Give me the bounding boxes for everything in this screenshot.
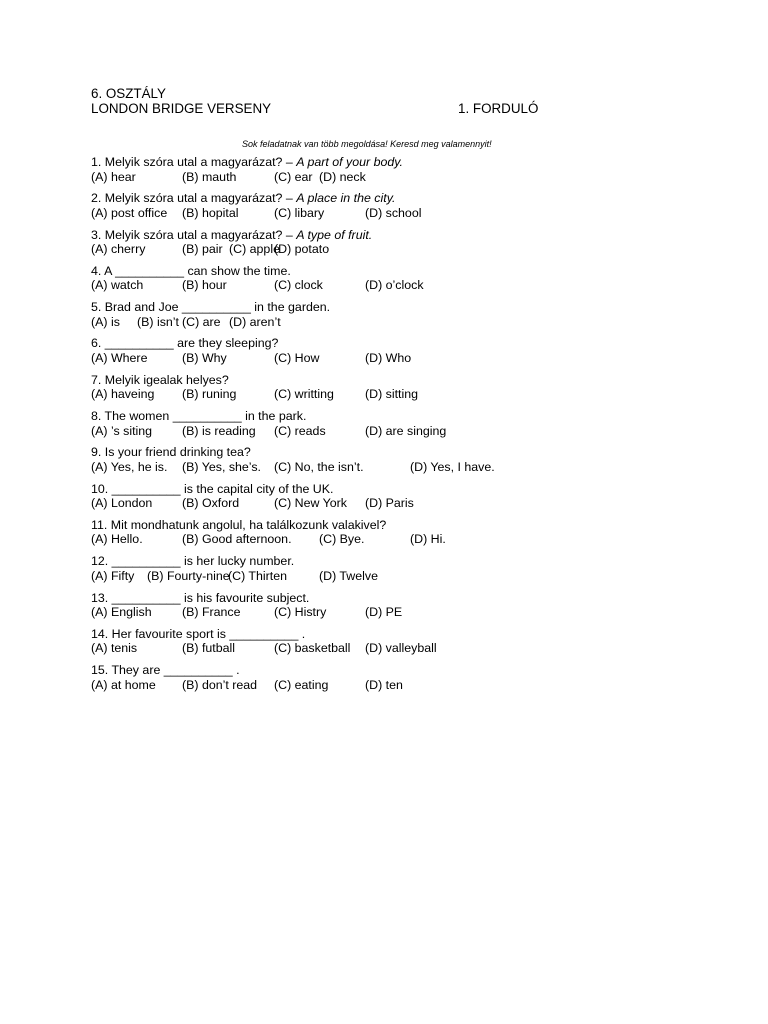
answer-option: (B) isn’t <box>137 314 179 329</box>
answer-option: (C) How <box>274 350 320 365</box>
answer-option: (A) cherry <box>91 242 146 257</box>
answer-option: (A) London <box>91 496 153 511</box>
answer-option: (C) clock <box>274 278 323 293</box>
competition-title: LONDON BRIDGE VERSENY <box>91 101 272 116</box>
question-text <box>91 228 372 243</box>
answer-option: (B) Good afternoon. <box>182 532 292 547</box>
answer-option: (A) at home <box>91 677 156 692</box>
answer-options <box>91 242 731 257</box>
question-text <box>91 191 395 206</box>
answer-option: (C) Histry <box>274 605 327 620</box>
question-prompt: 4. A __________ can show the time. <box>91 263 291 278</box>
answer-option: (A) watch <box>91 278 144 293</box>
answer-option: (D) sitting <box>365 387 419 402</box>
answer-option: (A) English <box>91 605 152 620</box>
question-prompt: 6. __________ are they sleeping? <box>91 336 279 351</box>
answer-option: (C) New York <box>274 496 347 511</box>
answer-option: (C) reads <box>274 423 326 438</box>
answer-option: (A) Where <box>91 350 148 365</box>
answer-option: (B) is reading <box>182 423 256 438</box>
answer-option: (C) ear <box>274 169 313 184</box>
answer-option: (D) are singing <box>365 423 447 438</box>
answer-options <box>91 605 731 620</box>
answer-option: (C) apple <box>229 242 280 257</box>
question-text <box>91 554 294 569</box>
question-prompt: 9. Is your friend drinking tea? <box>91 445 251 460</box>
answer-option: (A) hear <box>91 169 136 184</box>
answer-options <box>91 641 731 656</box>
answer-option: (C) eating <box>274 677 329 692</box>
answer-options <box>91 315 731 330</box>
question-text <box>91 300 330 315</box>
question-prompt: 2. Melyik szóra utal a magyarázat? – <box>91 191 297 206</box>
question-list <box>91 155 741 699</box>
answer-option: (D) aren’t <box>229 314 281 329</box>
question-prompt: 7. Melyik igealak helyes? <box>91 372 229 387</box>
question-text <box>91 591 309 606</box>
question-prompt: 11. Mit mondhatunk angolul, ha találkozunk valakivel? <box>91 517 387 532</box>
question-item <box>91 482 741 518</box>
answer-option: (C) No, the isn’t. <box>274 459 364 474</box>
answer-options <box>91 532 731 547</box>
question-item <box>91 228 741 264</box>
answer-option: (A) Yes, he is. <box>91 459 168 474</box>
answer-options <box>91 170 731 185</box>
answer-option: (B) hopital <box>182 205 239 220</box>
answer-option: (A) post office <box>91 205 168 220</box>
answer-option: (D) Paris <box>365 496 414 511</box>
answer-option: (B) Why <box>182 350 227 365</box>
question-prompt: 15. They are __________ . <box>91 663 240 678</box>
question-text <box>91 518 386 533</box>
question-item <box>91 663 741 699</box>
answer-option: (D) school <box>365 205 422 220</box>
answer-option: (D) neck <box>319 169 366 184</box>
question-item <box>91 264 741 300</box>
grade-heading: 6. OSZTÁLY <box>91 86 166 101</box>
answer-option: (D) PE <box>365 605 403 620</box>
question-item <box>91 554 741 590</box>
question-item <box>91 409 741 445</box>
answer-option: (A) ’s siting <box>91 423 153 438</box>
answer-option: (B) Yes, she’s. <box>182 459 261 474</box>
question-item <box>91 300 741 336</box>
question-item <box>91 155 741 191</box>
answer-option: (B) runing <box>182 387 237 402</box>
answer-option: (A) Fifty <box>91 568 135 583</box>
question-text <box>91 264 291 279</box>
question-text <box>91 409 306 424</box>
question-text <box>91 155 403 170</box>
answer-options <box>91 460 731 475</box>
answer-options <box>91 678 731 693</box>
answer-option: (C) basketball <box>274 641 351 656</box>
question-text <box>91 627 305 642</box>
answer-option: (B) Oxford <box>182 496 240 511</box>
answer-option: (C) libary <box>274 205 325 220</box>
question-item <box>91 518 741 554</box>
answer-option: (C) writting <box>274 387 334 402</box>
answer-option: (C) are <box>182 314 221 329</box>
question-prompt: 3. Melyik szóra utal a magyarázat? – <box>91 227 297 242</box>
answer-options <box>91 569 731 584</box>
answer-options <box>91 424 731 439</box>
answer-options <box>91 496 731 511</box>
answer-option: (A) tenis <box>91 641 138 656</box>
question-text <box>91 373 229 388</box>
answer-option: (B) pair <box>182 242 223 257</box>
answer-option: (D) Who <box>365 350 412 365</box>
answer-option: (B) futball <box>182 641 236 656</box>
question-item <box>91 336 741 372</box>
question-prompt: 8. The women __________ in the park. <box>91 409 307 424</box>
answer-options <box>91 387 731 402</box>
answer-option: (B) don’t read <box>182 677 258 692</box>
question-prompt: 5. Brad and Joe __________ in the garden. <box>91 300 331 315</box>
answer-option: (C) Bye. <box>319 532 365 547</box>
answer-option: (D) potato <box>274 242 330 257</box>
question-item <box>91 373 741 409</box>
question-prompt: 12. __________ is her lucky number. <box>91 554 295 569</box>
question-item <box>91 191 741 227</box>
answer-option: (B) France <box>182 605 241 620</box>
question-item <box>91 591 741 627</box>
question-text <box>91 482 333 497</box>
answer-option: (A) Hello. <box>91 532 143 547</box>
answer-option: (D) ten <box>365 677 403 692</box>
answer-options <box>91 351 731 366</box>
question-text <box>91 663 240 678</box>
answer-options <box>91 278 731 293</box>
answer-option: (B) hour <box>182 278 227 293</box>
question-definition: A place in the city. <box>296 191 396 206</box>
question-prompt: 10. __________ is the capital city of the UK. <box>91 481 334 496</box>
answer-option: (D) Twelve <box>319 568 378 583</box>
question-item <box>91 445 741 481</box>
question-text <box>91 336 278 351</box>
round-label: 1. FORDULÓ <box>458 101 539 116</box>
instruction-text: Sok feladatnak van több megoldása! Keresd meg valamennyit! <box>242 139 492 149</box>
answer-option: (B) Fourty-nine <box>147 568 230 583</box>
answer-option: (D) Hi. <box>410 532 446 547</box>
answer-option: (D) Yes, I have. <box>410 459 495 474</box>
question-definition: A part of your body. <box>296 155 403 169</box>
question-text <box>91 445 251 460</box>
question-prompt: 1. Melyik szóra utal a magyarázat? – <box>91 155 297 169</box>
answer-option: (B) mauth <box>182 169 237 184</box>
question-prompt: 14. Her favourite sport is __________ . <box>91 626 306 641</box>
answer-option: (A) haveing <box>91 387 155 402</box>
question-item <box>91 627 741 663</box>
answer-options <box>91 206 731 221</box>
answer-option: (C) Thirten <box>228 568 287 583</box>
answer-option: (D) valleyball <box>365 641 437 656</box>
answer-option: (A) is <box>91 314 120 329</box>
answer-option: (D) o’clock <box>365 278 424 293</box>
question-prompt: 13. __________ is his favourite subject. <box>91 590 310 605</box>
question-definition: A type of fruit. <box>296 227 373 242</box>
